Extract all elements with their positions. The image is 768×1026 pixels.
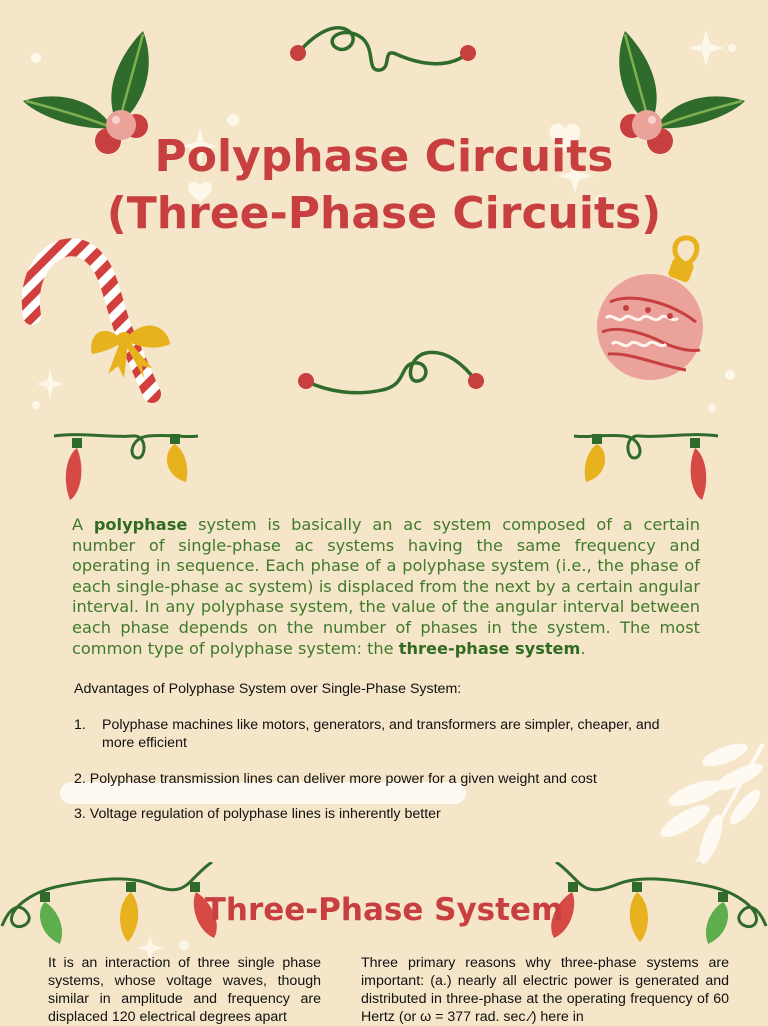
page-title: Polyphase Circuits (Three-Phase Circuits) (106, 131, 662, 239)
advantages-heading: Advantages of Polyphase System over Single-Phase System: (74, 681, 462, 697)
string-lights-icon (572, 430, 722, 505)
swirl-icon (296, 345, 488, 405)
intro-term-polyphase: polyphase (93, 515, 188, 534)
section-right-column: Three primary reasons why three-phase systems are important: (a.) nearly all electric power is generated and distributed in three-phase at the operating frequency of 60 Hertz (or ω = 377 rad. sec.⁄) here in (361, 955, 729, 1025)
advantage-1-text: Polyphase machines like motors, generators, and transformers are simpler, cheaper, and more efficient (102, 717, 660, 751)
advantage-2-text: 2. Polyphase transmission lines can deliver more power for a given weight and cost (74, 771, 597, 787)
string-lights-icon (50, 430, 200, 505)
section-title: Three-Phase System (204, 892, 564, 928)
section-left-column: It is an interaction of three single phase systems, whose voltage waves, though similar in amplitude and frequency are displaced 120 electrical degrees apart (48, 955, 321, 1025)
intro-end: . (580, 638, 586, 658)
intro-term-three-phase: three-phase system (398, 638, 581, 658)
advantage-1-number: 1. (74, 717, 86, 733)
intro-paragraph (72, 515, 700, 659)
advantage-3-text: 3. Voltage regulation of polyphase lines is inherently better (74, 806, 441, 822)
snowflake-branch-icon (655, 735, 768, 865)
ornament-icon (590, 232, 720, 387)
intro-body: system is basically an ac system composed of a certain number of single-phase ac systems having the same frequency and operating in sequence. Each phase of a polyphase system (i.e., the phase of each single-phase ac system) is displaced from the next by a certain angular interval. In any polyphase system, the value of the angular interval between each phase depends on the number of phases in the system. The most common type of polyphase system: the (72, 515, 700, 658)
candy-cane-icon (18, 236, 178, 406)
intro-lead: A (72, 515, 94, 534)
swirl-icon (288, 20, 480, 80)
